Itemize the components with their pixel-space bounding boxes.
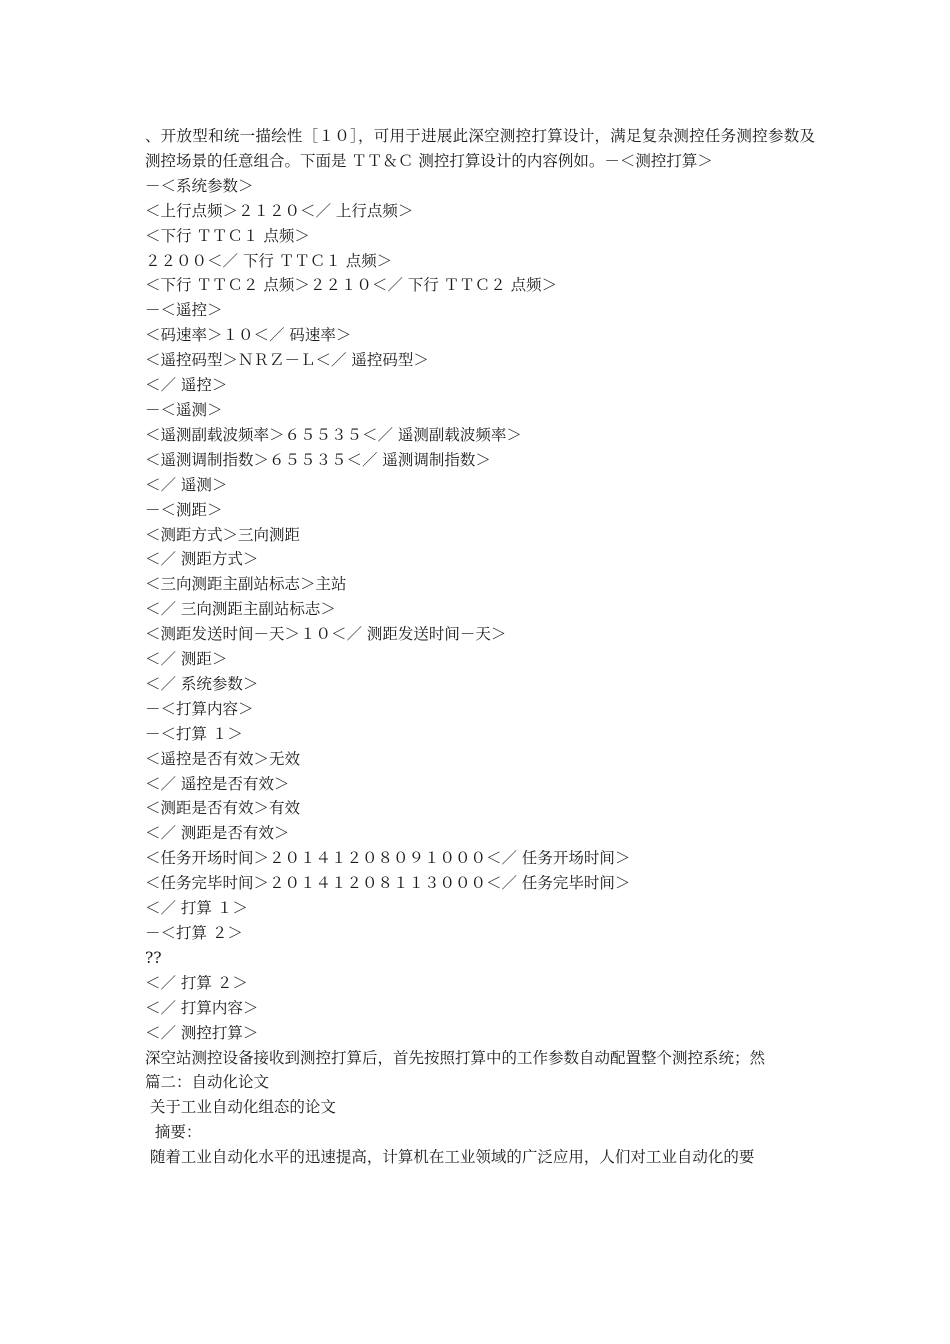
closing-paragraph: 深空站测控设备接收到测控打算后，首先按照打算中的工作参数自动配置整个测控系统；然	[145, 1048, 766, 1067]
xml-line: ＜任务开场时间＞２０１４１２０８０９１０００＜／ 任务开场时间＞	[145, 849, 631, 868]
abstract-label: 摘要：	[145, 1123, 202, 1142]
xml-line: －＜打算内容＞	[145, 699, 254, 718]
xml-line: ＜上行点频＞２１２０＜／ 上行点频＞	[145, 201, 414, 220]
xml-line: ＜／ 遥测＞	[145, 475, 228, 494]
xml-line: ＜遥测副载波频率＞６５５３５＜／ 遥测副载波频率＞	[145, 425, 522, 444]
article-title: 关于工业自动化组态的论文	[145, 1098, 336, 1117]
document-body	[145, 124, 815, 1170]
xml-line: －＜打算 ２＞	[145, 924, 243, 942]
xml-line: ＜／ 三向测距主副站标志＞	[145, 600, 336, 619]
xml-line: ＜测距是否有效＞有效	[145, 799, 301, 818]
intro-paragraph: 、开放型和统一描绘性［１０］，可用于进展此深空测控打算设计，满足复杂测控任务测控参数及测控场景的任意组合。下面是 ＴＴ＆Ｃ 测控打算设计的内容例如。－＜测控打算＞	[145, 127, 815, 170]
xml-line: ＜／ 测距是否有效＞	[145, 824, 290, 843]
xml-line: ＜／ 遥控是否有效＞	[145, 774, 290, 793]
xml-line: ＜测距发送时间－天＞１０＜／ 测距发送时间－天＞	[145, 625, 507, 644]
xml-line: ＜码速率＞１０＜／ 码速率＞	[145, 326, 352, 345]
xml-line: ＜／ 打算 ２＞	[145, 973, 248, 992]
xml-line: －＜系统参数＞	[145, 176, 254, 195]
xml-listing	[145, 174, 815, 1046]
xml-line: ＜下行 ＴＴＣ２ 点频＞２２１０＜／ 下行 ＴＴＣ２ 点频＞	[145, 276, 558, 295]
xml-line: ＜／ 测距＞	[145, 650, 228, 669]
section-heading: 篇二：自动化论文	[145, 1073, 270, 1092]
xml-line: －＜遥控＞	[145, 301, 223, 320]
xml-line: －＜测距＞	[145, 500, 223, 519]
xml-line: ＜／ 打算 １＞	[145, 899, 248, 918]
abstract-text: 随着工业自动化水平的迅速提高，计算机在工业领域的广泛应用，人们对工业自动化的要	[145, 1148, 755, 1167]
xml-line: ２２００＜／ 下行 ＴＴＣ１ 点频＞	[145, 251, 393, 270]
xml-line: ＜测距方式＞三向测距	[145, 525, 301, 544]
xml-line: －＜打算 １＞	[145, 724, 243, 743]
xml-line: ＜／ 测控打算＞	[145, 1023, 259, 1042]
xml-line: ＜下行 ＴＴＣ１ 点频＞	[145, 226, 310, 245]
xml-line: ＜／ 测距方式＞	[145, 550, 259, 569]
xml-line: ＜遥控码型＞ＮＲＺ－Ｌ＜／ 遥控码型＞	[145, 351, 429, 370]
xml-line: ＜遥控是否有效＞无效	[145, 749, 301, 768]
xml-line: ＜三向测距主副站标志＞主站	[145, 575, 347, 594]
xml-line: ＜／ 遥控＞	[145, 376, 228, 395]
xml-line: ＜任务完毕时间＞２０１４１２０８１１３０００＜／ 任务完毕时间＞	[145, 874, 631, 893]
xml-line: ＜／ 打算内容＞	[145, 998, 259, 1017]
xml-line: ??	[145, 948, 162, 967]
xml-line: ＜／ 系统参数＞	[145, 674, 259, 693]
xml-line: －＜遥测＞	[145, 400, 223, 419]
xml-line: ＜遥测调制指数＞６５５３５＜／ 遥测调制指数＞	[145, 450, 491, 469]
